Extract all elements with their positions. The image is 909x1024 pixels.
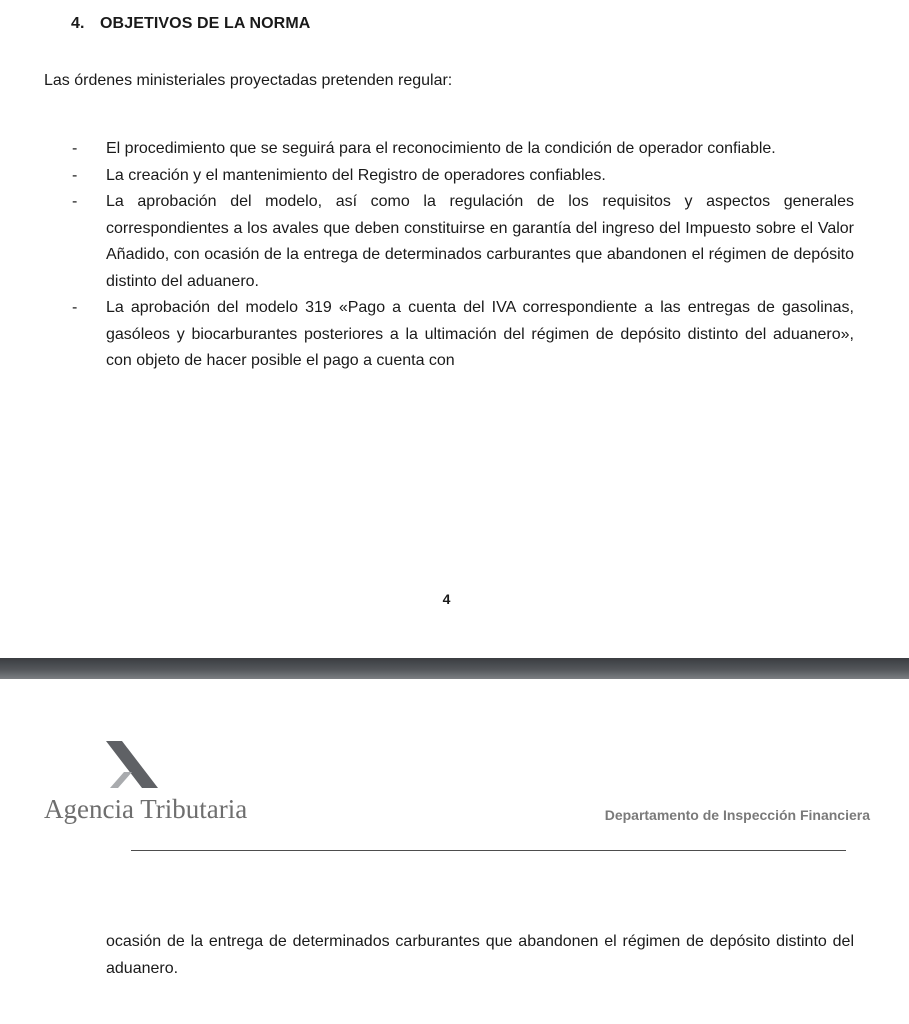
- list-item-text: La creación y el mantenimiento del Registro de operadores confiables.: [106, 166, 606, 184]
- section-number: 4.: [71, 15, 85, 32]
- list-item: [72, 163, 854, 190]
- list-dash: -: [72, 140, 78, 157]
- department-name: Departamento de Inspección Financiera: [604, 807, 870, 823]
- header-divider: [131, 850, 846, 851]
- intro-paragraph: Las órdenes ministeriales proyectadas pretenden regular:: [44, 72, 453, 89]
- list-item-text: La aprobación del modelo, así como la regulación de los requisitos y aspectos generales correspondientes a los avales que deben constituirse en garantía del ingreso del Impuesto sobre el Valor Añadido, con ocasión de la entrega de determinados carburantes que abandonen el régimen de depósito distinto del aduanero.: [106, 193, 854, 290]
- objectives-list: [72, 136, 854, 375]
- agencia-tributaria-logo-icon: [104, 738, 160, 790]
- list-item-text: La aprobación del modelo 319 «Pago a cuenta del IVA correspondiente a las entregas de gasolinas, gasóleos y biocarburantes posteriores a la ultimación del régimen de depósito distinto del aduanero», con objeto de hacer posible el pago a cuenta con: [106, 299, 854, 369]
- logo-mark-dark-stroke: [106, 741, 158, 788]
- logo-mark-light-stroke: [110, 772, 132, 788]
- list-item: [72, 295, 854, 375]
- list-item: [72, 189, 854, 295]
- page-number: 4: [442, 591, 451, 607]
- section-title: OBJETIVOS DE LA NORMA: [100, 15, 311, 32]
- page-separator: [0, 658, 909, 679]
- continuation-paragraph: ocasión de la entrega de determinados carburantes que abandonen el régimen de depósito distinto del aduanero.: [106, 933, 854, 977]
- section-heading: [71, 15, 310, 33]
- list-item-text: El procedimiento que se seguirá para el reconocimiento de la condición de operador confiable.: [106, 140, 776, 157]
- agency-name: Agencia Tributaria: [44, 794, 248, 824]
- list-dash: -: [72, 193, 78, 210]
- list-item: [72, 136, 854, 163]
- list-dash: -: [72, 166, 78, 184]
- list-dash: -: [72, 299, 78, 316]
